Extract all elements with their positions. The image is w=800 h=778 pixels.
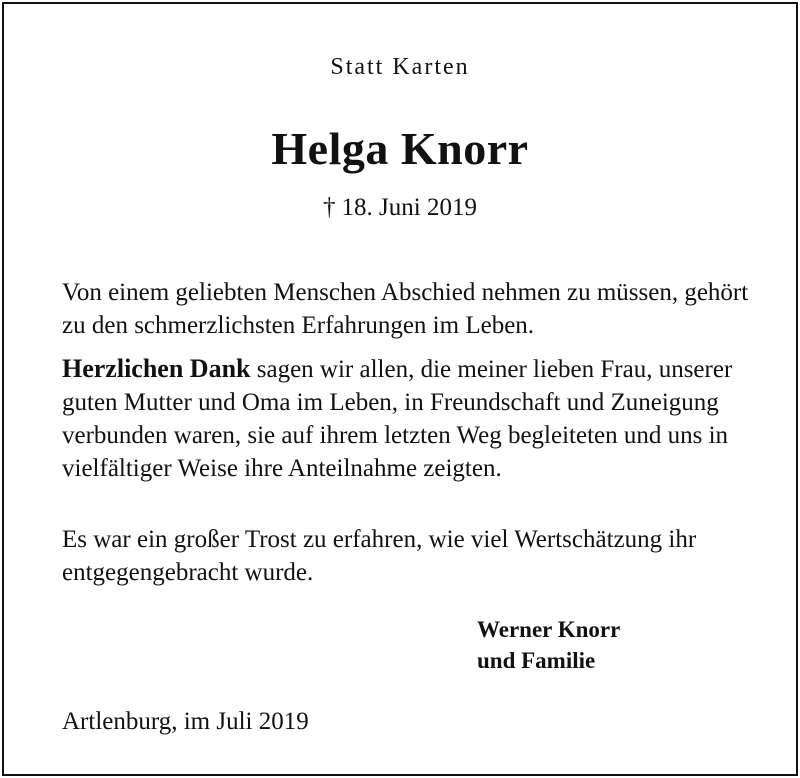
deceased-name: Helga Knorr [271,123,529,174]
signature-family: und Familie [477,648,596,673]
death-date: 18. Juni 2019 [341,194,477,221]
dagger-icon: † [323,194,336,221]
paragraph-comfort: Es war ein großer Trost zu erfahren, wie viel Wertschätzung ihr entgegengebracht wurde. [62,526,697,586]
thanks-text: sagen wir allen, die meiner lieben Frau, unserer guten Mutter und Oma im Leben, in Freundschaft und Zuneigung verbunden waren, sie auf ihrem letzten Weg begleiteten und uns in vielfältiger Weise ihre Anteilnahme zeigten. [62,356,733,482]
notice-header: Statt Karten [330,54,470,80]
paragraph-thanks [62,352,752,485]
paragraph-farewell: Von einem geliebten Menschen Abschied nehmen zu müssen, gehört zu den schmerzlichsten Erfahrungen im Leben. [62,279,749,339]
thanks-lead: Herzlichen Dank [62,354,251,383]
death-date-line [0,194,800,222]
signature [477,614,620,676]
place-date: Artlenburg, im Juli 2019 [62,708,309,735]
signature-name: Werner Knorr [477,617,621,642]
